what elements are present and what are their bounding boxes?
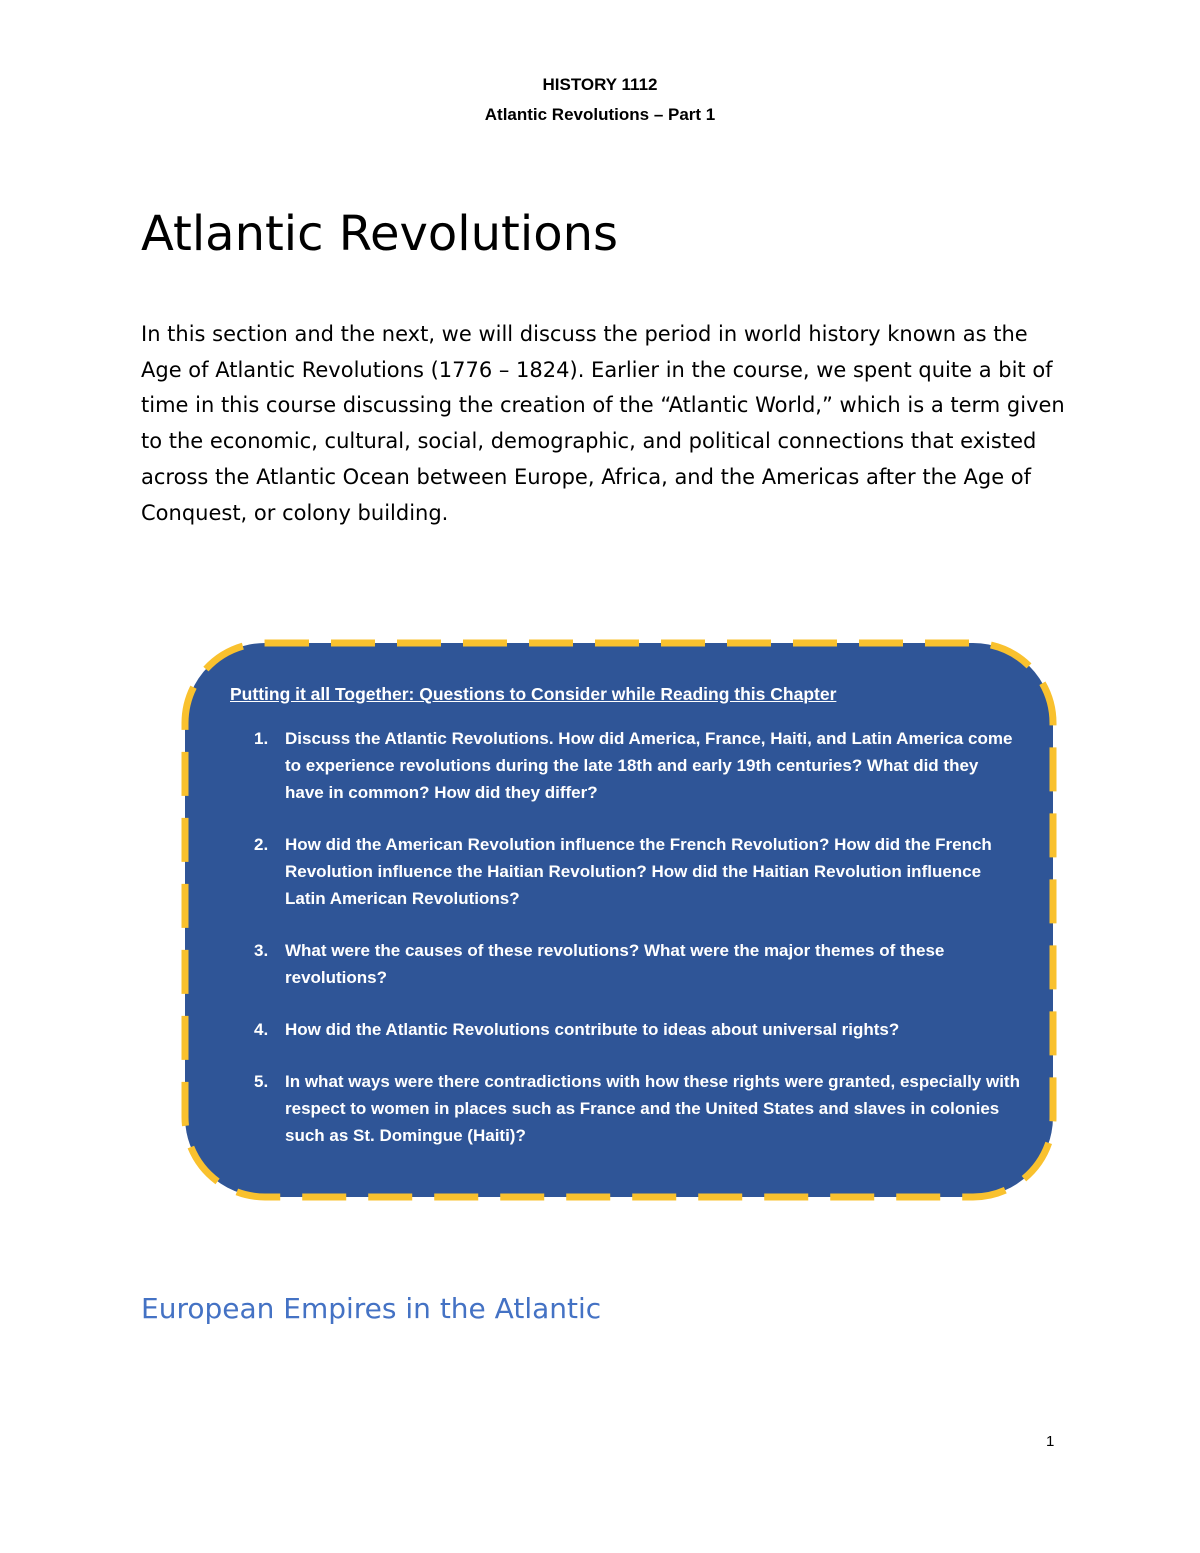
question-text: What were the causes of these revolutions? What were the major themes of these revolutions?	[285, 941, 945, 987]
questions-list	[230, 725, 1020, 1149]
intro-paragraph: In this section and the next, we will discuss the period in world history known as the Age of Atlantic Revolutions (1776 – 1824). Earlier in the course, we spent quite a bit of time in this course discussing the creation of the “Atlantic World,” which is a term given to the economic, cultural, social, demographic, and political connections that existed across the Atlantic Ocean between Europe, Africa, and the Americas after the Age of Conquest, or colony building.	[141, 322, 1065, 525]
question-text: In what ways were there contradictions with how these rights were granted, especially with respect to women in places such as France and the United States and slaves in colonies such as St. Domingue (Haiti)?	[285, 1072, 1020, 1145]
question-number: 3.	[254, 941, 269, 960]
question-text: Discuss the Atlantic Revolutions. How did America, France, Haiti, and Latin America come to experience revolutions during the late 18th and early 19th centuries? What did they have in common? How did they differ?	[285, 729, 1013, 802]
question-item	[230, 937, 1020, 991]
page-header	[0, 70, 1200, 130]
questions-box	[230, 681, 1020, 1149]
question-item	[230, 1016, 1020, 1043]
question-number: 4.	[254, 1020, 269, 1039]
question-number: 2.	[254, 835, 269, 854]
document-subtitle: Atlantic Revolutions – Part 1	[484, 105, 716, 124]
questions-box-title: Putting it all Together: Questions to Consider while Reading this Chapter	[230, 684, 837, 704]
page-number: 1	[1046, 1433, 1055, 1450]
section-heading: European Empires in the Atlantic	[141, 1292, 602, 1325]
course-code: HISTORY 1112	[542, 75, 658, 94]
question-number: 5.	[254, 1072, 269, 1091]
question-item	[230, 831, 1020, 912]
question-item	[230, 1068, 1020, 1149]
question-text: How did the Atlantic Revolutions contribute to ideas about universal rights?	[285, 1020, 900, 1039]
question-item	[230, 725, 1020, 806]
question-text: How did the American Revolution influence the French Revolution? How did the French Revolution influence the Haitian Revolution? How did the Haitian Revolution influence Latin American Revolutions?	[285, 835, 992, 908]
question-number: 1.	[254, 729, 269, 748]
page-title: Atlantic Revolutions	[141, 206, 618, 262]
